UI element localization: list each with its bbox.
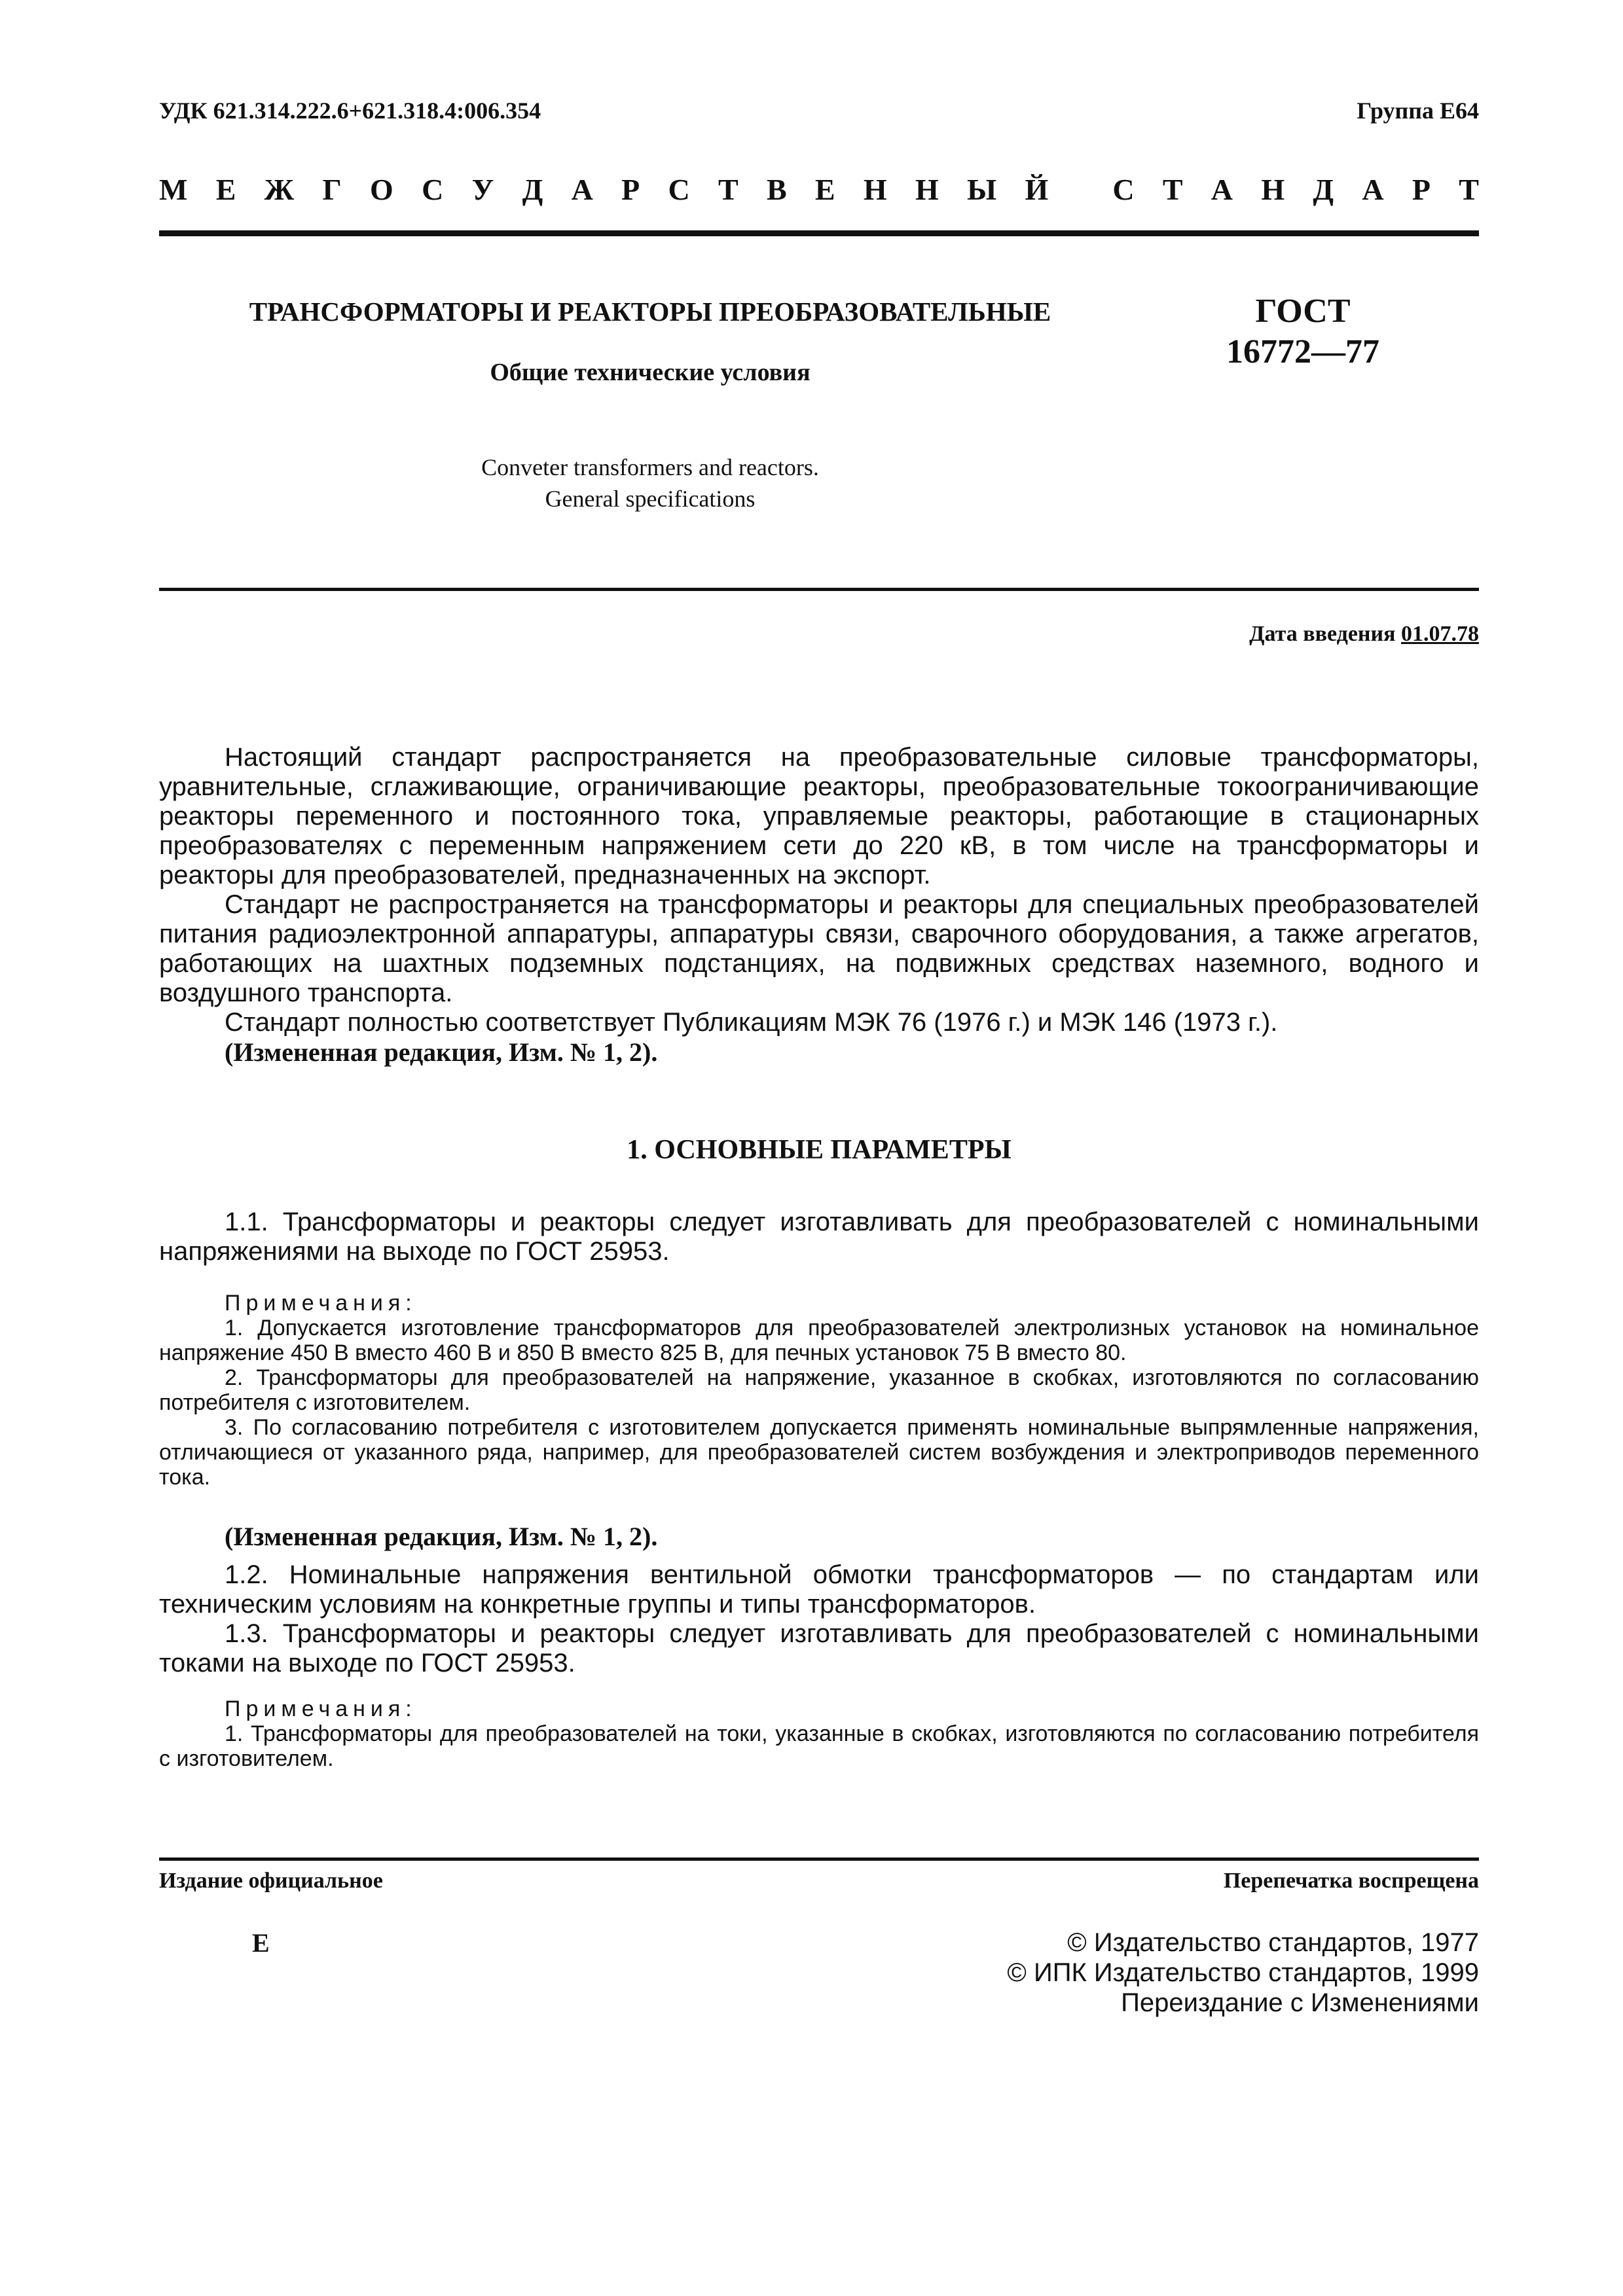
banner-letter: Н bbox=[915, 173, 939, 206]
intro-paragraph-3: Стандарт полностью соответствует Публикациям МЭК 76 (1976 г.) и МЭК 146 (1973 г.). bbox=[225, 1008, 1278, 1037]
intro-paragraph-2: Стандарт не распространяется на трансформаторы и реакторы для специальных преобразователей питания радиоэлектронной аппаратуры, аппаратуры связи, сварочного оборудования, а также агрегатов, работающих на шахтных подземных подстанциях, на подвижных средствах наземного, водного и воздушного транспорта. bbox=[159, 890, 1479, 1007]
banner-letter: С bbox=[422, 173, 444, 206]
banner-letter: Р bbox=[621, 173, 640, 206]
intro-amendment: (Измененная редакция, Изм. № 1, 2). bbox=[225, 1037, 658, 1067]
note-1: 1. Допускается изготовление трансформаторов для преобразователей электролизных установок на номинальное напряжение 450 В вместо 460 В и 850 В вместо 825 В, для печных установок 75 В вместо 80. bbox=[159, 1316, 1479, 1365]
banner-letter bbox=[1077, 172, 1085, 207]
intro-paragraph-1: Настоящий стандарт распространяется на преобразовательные силовые трансформаторы, уравнительные, сглаживающие, ограничивающие реакторы, преобразовательные токоограничивающие реакторы переменного и постоянного тока, управляемые реакторы, работающие в стационарных преобразователях с переменным напряжением сети до 220 кВ, в том числе на трансформаторы и реакторы для преобразователей, предназначенных на экспорт. bbox=[159, 743, 1479, 889]
banner-letter: Д bbox=[522, 173, 543, 206]
note-3: 3. По согласованию потребителя с изготовителем допускается применять номинальные выпрямленные напряжения, отличающиеся от указанного ряда, например, для преобразователей систем возбуждения и электроприводов переменного тока. bbox=[159, 1415, 1479, 1490]
banner-letter: Й bbox=[1025, 173, 1049, 206]
banner-letter: Т bbox=[1459, 173, 1479, 206]
english-title-line-1: Conveter transformers and reactors. bbox=[481, 454, 819, 480]
edition-letter: Е bbox=[252, 1928, 270, 1958]
banner-letter: Е bbox=[814, 173, 835, 206]
gost-label: ГОСТ bbox=[1255, 293, 1351, 330]
notes-label-2: Примечания: bbox=[225, 1696, 417, 1721]
banner-letter: Е bbox=[215, 173, 236, 206]
notes-block-1 bbox=[159, 1291, 1479, 1490]
english-title bbox=[159, 452, 1141, 514]
gost-designation bbox=[1205, 291, 1401, 372]
banner-letter: С bbox=[1112, 173, 1135, 206]
notes-label: Примечания: bbox=[225, 1291, 417, 1316]
header-rule bbox=[159, 230, 1479, 236]
english-title-line-2: General specifications bbox=[545, 486, 756, 512]
banner-letter: М bbox=[159, 173, 188, 206]
banner-letter: С bbox=[668, 173, 690, 206]
title-rule bbox=[159, 588, 1479, 591]
banner-letter: А bbox=[571, 173, 593, 206]
banner-letter: Ж bbox=[264, 173, 295, 206]
effective-date-value: 01.07.78 bbox=[1401, 622, 1479, 646]
notes-block-2 bbox=[159, 1696, 1479, 1771]
note-2-1: 1. Трансформаторы для преобразователей на токи, указанные в скобках, изготовляются по согласованию потребителя с изготовителем. bbox=[159, 1721, 1479, 1771]
banner-letter: Д bbox=[1313, 173, 1334, 206]
copyright-1977: © Издательство стандартов, 1977 bbox=[1067, 1928, 1479, 1957]
gost-number: 16772—77 bbox=[1226, 333, 1379, 370]
section-heading: 1. ОСНОВНЫЕ ПАРАМЕТРЫ bbox=[627, 1135, 1012, 1165]
banner-letter: В bbox=[766, 173, 787, 206]
effective-date bbox=[1249, 622, 1479, 647]
clause-1-2: 1.2. Номинальные напряжения вентильной обмотки трансформаторов — по стандартам или техническим условиям на конкретные группы и типы трансформаторов. bbox=[159, 1560, 1479, 1619]
official-edition: Издание официальное bbox=[159, 1869, 383, 1893]
document-subtitle: Общие технические условия bbox=[490, 359, 811, 386]
footer-rule bbox=[159, 1857, 1479, 1861]
copyright-block bbox=[1007, 1928, 1479, 2018]
banner-letter: Н bbox=[1261, 173, 1285, 206]
banner-letter: У bbox=[471, 173, 494, 206]
banner-letter: Р bbox=[1412, 173, 1431, 206]
banner-letter: Т bbox=[1162, 173, 1183, 206]
banner-letter: Ы bbox=[967, 173, 997, 206]
section-amendment: (Измененная редакция, Изм. № 1, 2). bbox=[225, 1522, 658, 1551]
clause-1-3: 1.3. Трансформаторы и реакторы следует изготавливать для преобразователей с номинальными токами на выходе по ГОСТ 25953. bbox=[159, 1619, 1479, 1677]
banner-letter: А bbox=[1211, 173, 1233, 206]
udk-code: УДК 621.314.222.6+621.318.4:006.354 bbox=[159, 98, 541, 124]
banner-letter: Г bbox=[322, 173, 342, 206]
banner-letter: Т bbox=[718, 173, 739, 206]
interstate-standard-banner bbox=[159, 172, 1479, 207]
document-title: ТРАНСФОРМАТОРЫ И РЕАКТОРЫ ПРЕОБРАЗОВАТЕЛЬНЫЕ bbox=[249, 296, 1051, 327]
copyright-1999: © ИПК Издательство стандартов, 1999 bbox=[1007, 1958, 1479, 1987]
banner-letter: А bbox=[1362, 173, 1384, 206]
banner-letter: О bbox=[370, 173, 393, 206]
clause-1-1-text: 1.1. Трансформаторы и реакторы следует изготавливать для преобразователей с номинальными напряжениями на выходе по ГОСТ 25953. bbox=[159, 1208, 1479, 1266]
reissue-note: Переиздание с Изменениями bbox=[1121, 1988, 1479, 2017]
intro-section bbox=[159, 743, 1479, 1067]
section-1-continued bbox=[159, 1522, 1479, 1678]
clause-1-1 bbox=[159, 1208, 1479, 1266]
group-code: Группа Е64 bbox=[1357, 98, 1479, 124]
banner-letter: Н bbox=[863, 173, 887, 206]
effective-date-label: Дата введения bbox=[1249, 622, 1396, 646]
reprint-prohibited: Перепечатка воспрещена bbox=[1223, 1869, 1479, 1893]
note-2: 2. Трансформаторы для преобразователей на напряжение, указанное в скобках, изготовляются по согласованию потребителя с изготовителем. bbox=[159, 1365, 1479, 1415]
